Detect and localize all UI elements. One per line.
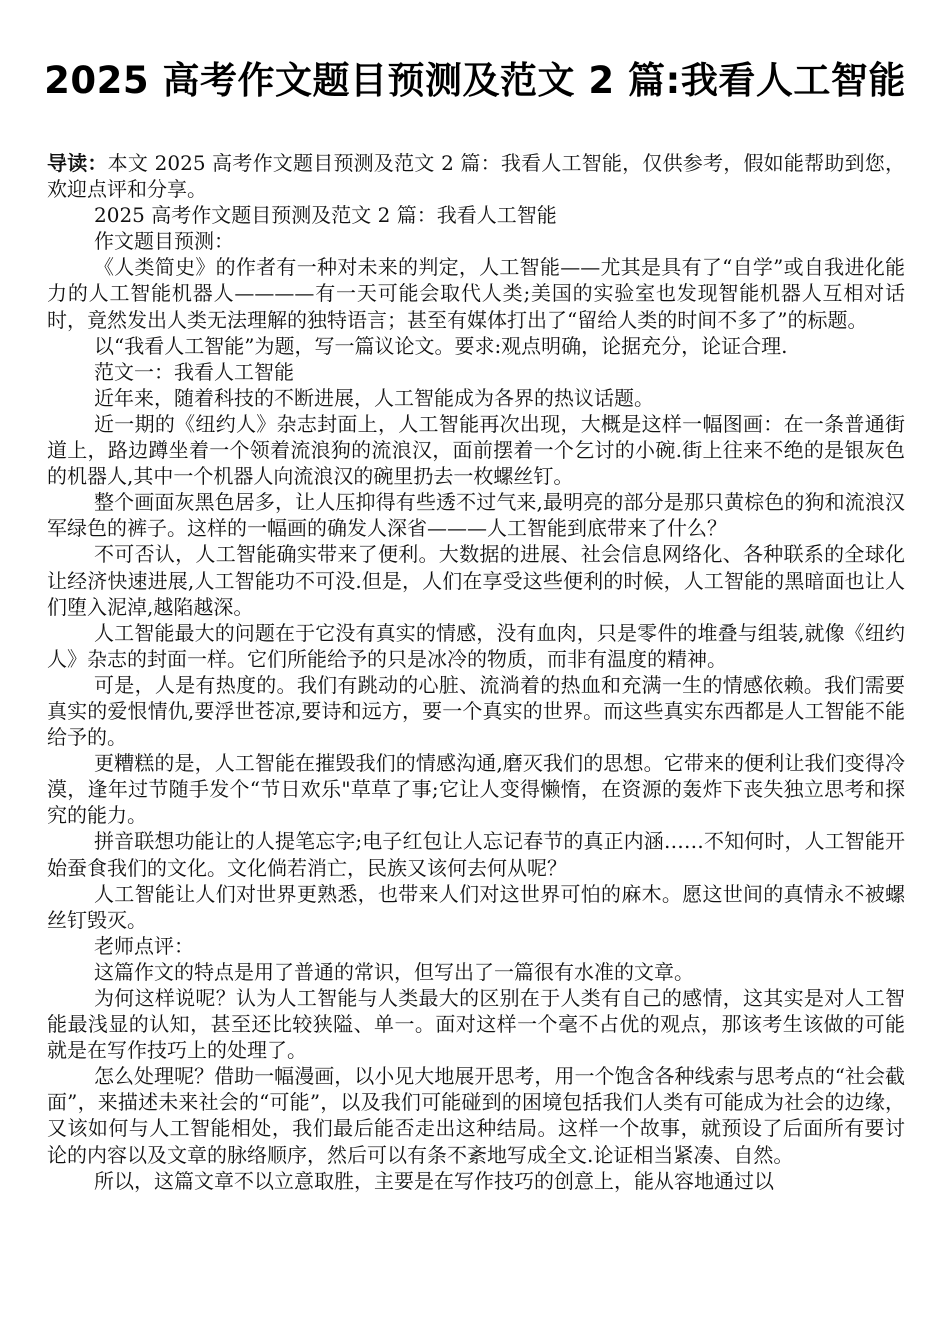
intro-paragraph — [47, 150, 905, 202]
paragraph-comment: 怎么处理呢？借助一幅漫画，以小见大地展开思考，用一个饱含各种线索与思考点的“社会截面”，来描述未来社会的“可能”，以及我们可能碰到的困境包括我们人类有可能成为社会的边缘，又该如何与人工智能相处，我们最后能否走出这种结局。这样一个故事，就预设了后面所有要讨论的内容以及文章的脉络顺序，然后可以有条不紊地写成全文.论证相当紧凑、自然。 — [47, 1064, 905, 1167]
paragraph-essay: 拼音联想功能让的人提笔忘字;电子红包让人忘记春节的真正内涵……不知何时，人工智能开始蚕食我们的文化。文化倘若消亡，民族又该何去何从呢？ — [47, 829, 905, 880]
paragraph-prompt-heading: 作文题目预测： — [94, 229, 234, 254]
paragraph-essay: 近一期的《纽约人》杂志封面上，人工智能再次出现，大概是这样一幅图画：在一条普通街道上，路边蹲坐着一个领着流浪狗的流浪汉，面前摆着一个乞讨的小碗.街上往来不绝的是银灰色的机器人,其中一个机器人向流浪汉的碗里扔去一枚螺丝钉。 — [47, 411, 905, 489]
intro-text: 本文 2025 高考作文题目预测及范文 2 篇：我看人工智能，仅供参考，假如能帮助到您，欢迎点评和分享。 — [47, 151, 905, 202]
paragraph-comment: 所以，这篇文章不以立意取胜，主要是在写作技巧的创意上，能从容地通过以 — [94, 1168, 774, 1193]
document-title: 2025 高考作文题目预测及范文 2 篇:我看人工智能 — [44, 59, 906, 102]
intro-label: 导读： — [47, 151, 108, 175]
paragraph-essay: 不可否认，人工智能确实带来了便利。大数据的进展、社会信息网络化、各种联系的全球化让经济快速进展,人工智能功不可没.但是，人们在享受这些便利的时候，人工智能的黑暗面也让人们堕入泥淖,越陷越深。 — [47, 542, 905, 619]
paragraph-comment-heading: 老师点评： — [94, 933, 194, 958]
document-body — [47, 150, 905, 1194]
paragraph-essay: 可是，人是有热度的。我们有跳动的心脏、流淌着的热血和充满一生的情感依赖。我们需要真实的爱恨情仇,要浮世苍凉,要诗和远方，要一个真实的世界。而这些真实东西都是人工智能不能给予的。 — [47, 672, 905, 750]
paragraph-essay: 近年来，随着科技的不断进展，人工智能成为各界的热议话题。 — [94, 385, 654, 410]
paragraph-essay: 人工智能最大的问题在于它没有真实的情感，没有血肉，只是零件的堆叠与组装,就像《纽约人》杂志的封面一样。它们所能给予的只是冰冷的物质，而非有温度的精神。 — [47, 620, 905, 671]
paragraph-essay: 人工智能让人们对世界更熟悉，也带来人们对这世界可怕的麻木。愿这世间的真情永不被螺丝钉毁灭。 — [47, 881, 905, 932]
paragraph-subtitle: 2025 高考作文题目预测及范文 2 篇：我看人工智能 — [94, 203, 557, 228]
paragraph-essay: 整个画面灰黑色居多，让人压抑得有些透不过气来,最明亮的部分是那只黄棕色的狗和流浪汉军绿色的裤子。这样的一幅画的确发人深省———人工智能到底带来了什么？ — [47, 490, 905, 541]
paragraph-prompt-material: 《人类简史》的作者有一种对未来的判定，人工智能——尤其是具有了“自学”或自我进化能力的人工智能机器人————有一天可能会取代人类;美国的实验室也发现智能机器人互相对话时，竟然发出人类无法理解的独特语言；甚至有媒体打出了“留给人类的时间不多了”的标题。 — [47, 255, 905, 332]
paragraph-essay-heading: 范文一：我看人工智能 — [94, 359, 294, 384]
paragraph-comment: 这篇作文的特点是用了普通的常识，但写出了一篇很有水准的文章。 — [94, 959, 694, 984]
paragraph-comment: 为何这样说呢？认为人工智能与人类最大的区别在于人类有自己的感情，这其实是对人工智能最浅显的认知，甚至还比较狭隘、单一。面对这样一个毫不占优的观点，那该考生该做的可能就是在写作技巧上的处理了。 — [47, 986, 905, 1063]
paragraph-essay: 更糟糕的是，人工智能在摧毁我们的情感沟通,磨灭我们的思想。它带来的便利让我们变得冷漠，逢年过节随手发个“节日欢乐"草草了事;它让人变得懒惰，在资源的轰炸下丧失独立思考和探究的能力。 — [47, 751, 905, 828]
paragraph-prompt-requirement: 以“我看人工智能”为题，写一篇议论文。要求:观点明确，论据充分，论证合理. — [94, 333, 788, 358]
